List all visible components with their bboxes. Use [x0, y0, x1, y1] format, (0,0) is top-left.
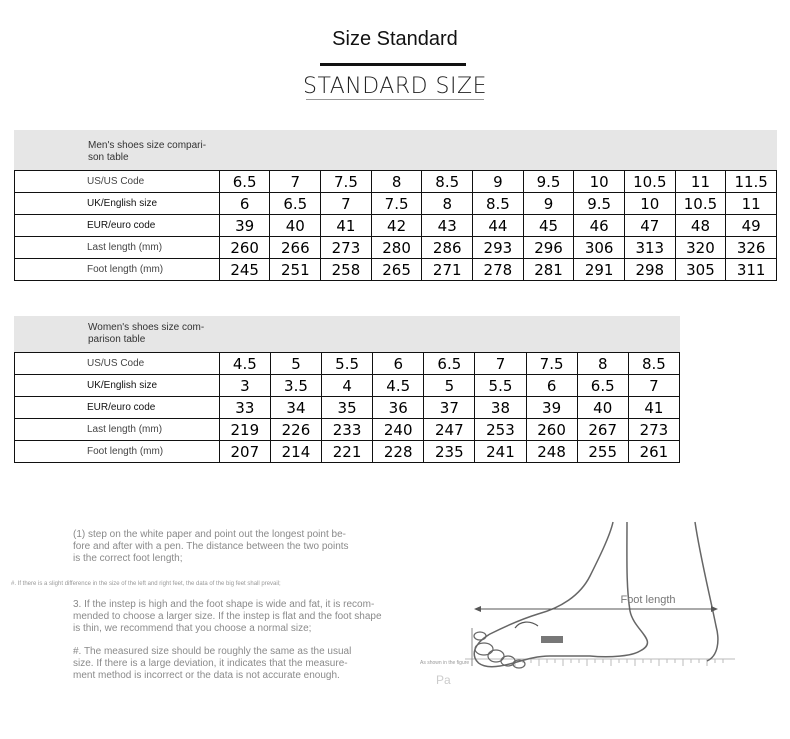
size-cell: 8 [422, 193, 473, 215]
size-cell: 11 [726, 193, 777, 215]
row-label: Foot length (mm) [15, 441, 220, 463]
page-subtitle: STANDARD SIZE [303, 74, 487, 99]
size-cell: 34 [270, 397, 321, 419]
size-row [15, 397, 680, 419]
size-cell: 46 [574, 215, 625, 237]
size-cell: 45 [523, 215, 574, 237]
pen-icon [515, 622, 563, 643]
row-label: Last length (mm) [15, 419, 220, 441]
size-cell: 40 [270, 215, 321, 237]
size-cell: 241 [475, 441, 526, 463]
row-label: UK/English size [15, 375, 220, 397]
size-cell: 6 [373, 353, 424, 375]
size-cell: 273 [321, 237, 372, 259]
size-cell: 271 [422, 259, 473, 281]
size-cell: 41 [321, 215, 372, 237]
size-cell: 5 [424, 375, 475, 397]
size-cell: 8 [371, 171, 422, 193]
size-cell: 261 [628, 441, 679, 463]
size-row [15, 237, 777, 259]
row-label: EUR/euro code [15, 397, 220, 419]
size-cell: 6.5 [577, 375, 628, 397]
size-cell: 8 [577, 353, 628, 375]
size-cell: 267 [577, 419, 628, 441]
size-cell: 3 [219, 375, 270, 397]
women-table-caption: Women's shoes size com- parison table [88, 322, 205, 345]
row-label: US/US Code [15, 171, 220, 193]
size-cell: 9 [473, 171, 524, 193]
size-cell: 265 [371, 259, 422, 281]
size-cell: 245 [219, 259, 270, 281]
size-cell: 258 [321, 259, 372, 281]
size-cell: 9.5 [523, 171, 574, 193]
size-cell: 248 [526, 441, 577, 463]
size-cell: 7.5 [371, 193, 422, 215]
size-cell: 3.5 [270, 375, 321, 397]
arrow-head-left [474, 606, 481, 612]
size-cell: 42 [371, 215, 422, 237]
size-cell: 4.5 [373, 375, 424, 397]
size-row [15, 419, 680, 441]
size-cell: 7.5 [526, 353, 577, 375]
ruler-ticks [515, 659, 723, 666]
size-cell: 37 [424, 397, 475, 419]
size-cell: 5 [270, 353, 321, 375]
size-cell: 293 [473, 237, 524, 259]
size-cell: 219 [219, 419, 270, 441]
size-cell: 281 [523, 259, 574, 281]
row-label: EUR/euro code [15, 215, 220, 237]
size-cell: 35 [322, 397, 373, 419]
size-cell: 266 [270, 237, 321, 259]
size-cell: 235 [424, 441, 475, 463]
size-cell: 260 [526, 419, 577, 441]
size-cell: 38 [475, 397, 526, 419]
size-cell: 228 [373, 441, 424, 463]
instruction-step-4: #. The measured size should be roughly the same as the usual size. If there is a large deviation, it indicates that the measure- ment method is incorrect or the data is not accurate enough. [73, 646, 352, 681]
size-cell: 6 [526, 375, 577, 397]
size-cell: 48 [675, 215, 726, 237]
size-cell: 278 [473, 259, 524, 281]
size-cell: 296 [523, 237, 574, 259]
size-cell: 8.5 [628, 353, 679, 375]
size-cell: 8.5 [422, 171, 473, 193]
size-cell: 253 [475, 419, 526, 441]
leg-back-outline [695, 522, 718, 661]
size-cell: 40 [577, 397, 628, 419]
instruction-step-3: 3. If the instep is high and the foot shape is wide and fat, it is recom- mended to choose a larger size. If the instep is flat and the foot shape is thin, we recommend that you choose a normal size; [73, 599, 382, 634]
size-cell: 9 [523, 193, 574, 215]
size-cell: 5.5 [475, 375, 526, 397]
paper-label: Pa [436, 673, 451, 687]
instruction-step-2: #. If there is a slight difference in the size of the left and right feet, the data of the big feet shall prevail; [11, 581, 281, 587]
size-row [15, 375, 680, 397]
size-cell: 240 [373, 419, 424, 441]
size-row [15, 353, 680, 375]
size-cell: 6.5 [270, 193, 321, 215]
diagram-side-note: As shown in the figure [420, 660, 470, 666]
size-cell: 326 [726, 237, 777, 259]
size-cell: 11.5 [726, 171, 777, 193]
row-label: Foot length (mm) [15, 259, 220, 281]
foot-length-label: Foot length [620, 594, 676, 606]
size-cell: 8.5 [473, 193, 524, 215]
size-cell: 247 [424, 419, 475, 441]
size-cell: 9.5 [574, 193, 625, 215]
size-cell: 41 [628, 397, 679, 419]
size-cell: 4.5 [219, 353, 270, 375]
size-cell: 43 [422, 215, 473, 237]
size-cell: 226 [270, 419, 321, 441]
men-size-table [14, 170, 777, 281]
size-cell: 44 [473, 215, 524, 237]
size-cell: 39 [526, 397, 577, 419]
row-label: UK/English size [15, 193, 220, 215]
size-cell: 10.5 [675, 193, 726, 215]
size-cell: 280 [371, 237, 422, 259]
size-cell: 291 [574, 259, 625, 281]
men-table-header [14, 130, 777, 170]
size-cell: 221 [322, 441, 373, 463]
size-cell: 214 [270, 441, 321, 463]
size-cell: 10 [574, 171, 625, 193]
size-cell: 47 [624, 215, 675, 237]
size-cell: 10 [624, 193, 675, 215]
women-table-header [14, 316, 680, 352]
row-label: Last length (mm) [15, 237, 220, 259]
size-row [15, 193, 777, 215]
size-cell: 311 [726, 259, 777, 281]
title-underline [320, 63, 466, 66]
row-label: US/US Code [15, 353, 220, 375]
size-cell: 4 [322, 375, 373, 397]
size-cell: 286 [422, 237, 473, 259]
foot-measurement-diagram [420, 516, 750, 696]
arrow-head-right [711, 606, 718, 612]
instruction-step-1: (1) step on the white paper and point out the longest point be- fore and after with a pen. The distance between the two points is the correct foot length; [73, 529, 349, 564]
subtitle-underline [306, 99, 484, 100]
size-cell: 320 [675, 237, 726, 259]
size-cell: 313 [624, 237, 675, 259]
size-cell: 33 [219, 397, 270, 419]
size-cell: 39 [219, 215, 270, 237]
size-cell: 306 [574, 237, 625, 259]
size-cell: 298 [624, 259, 675, 281]
size-cell: 6 [219, 193, 270, 215]
size-cell: 36 [373, 397, 424, 419]
size-cell: 49 [726, 215, 777, 237]
size-cell: 207 [219, 441, 270, 463]
size-row [15, 259, 777, 281]
size-cell: 233 [322, 419, 373, 441]
size-cell: 5.5 [322, 353, 373, 375]
size-cell: 7 [270, 171, 321, 193]
size-row [15, 215, 777, 237]
size-cell: 6.5 [424, 353, 475, 375]
size-cell: 251 [270, 259, 321, 281]
size-cell: 11 [675, 171, 726, 193]
page-title: Size Standard [332, 28, 458, 50]
size-row [15, 171, 777, 193]
size-row [15, 441, 680, 463]
size-cell: 7 [321, 193, 372, 215]
size-cell: 260 [219, 237, 270, 259]
size-cell: 305 [675, 259, 726, 281]
size-cell: 6.5 [219, 171, 270, 193]
size-cell: 255 [577, 441, 628, 463]
size-cell: 7.5 [321, 171, 372, 193]
size-cell: 273 [628, 419, 679, 441]
size-cell: 10.5 [624, 171, 675, 193]
size-cell: 7 [475, 353, 526, 375]
size-cell: 7 [628, 375, 679, 397]
men-table-caption: Men's shoes size compari- son table [88, 140, 207, 163]
women-size-table [14, 352, 680, 463]
